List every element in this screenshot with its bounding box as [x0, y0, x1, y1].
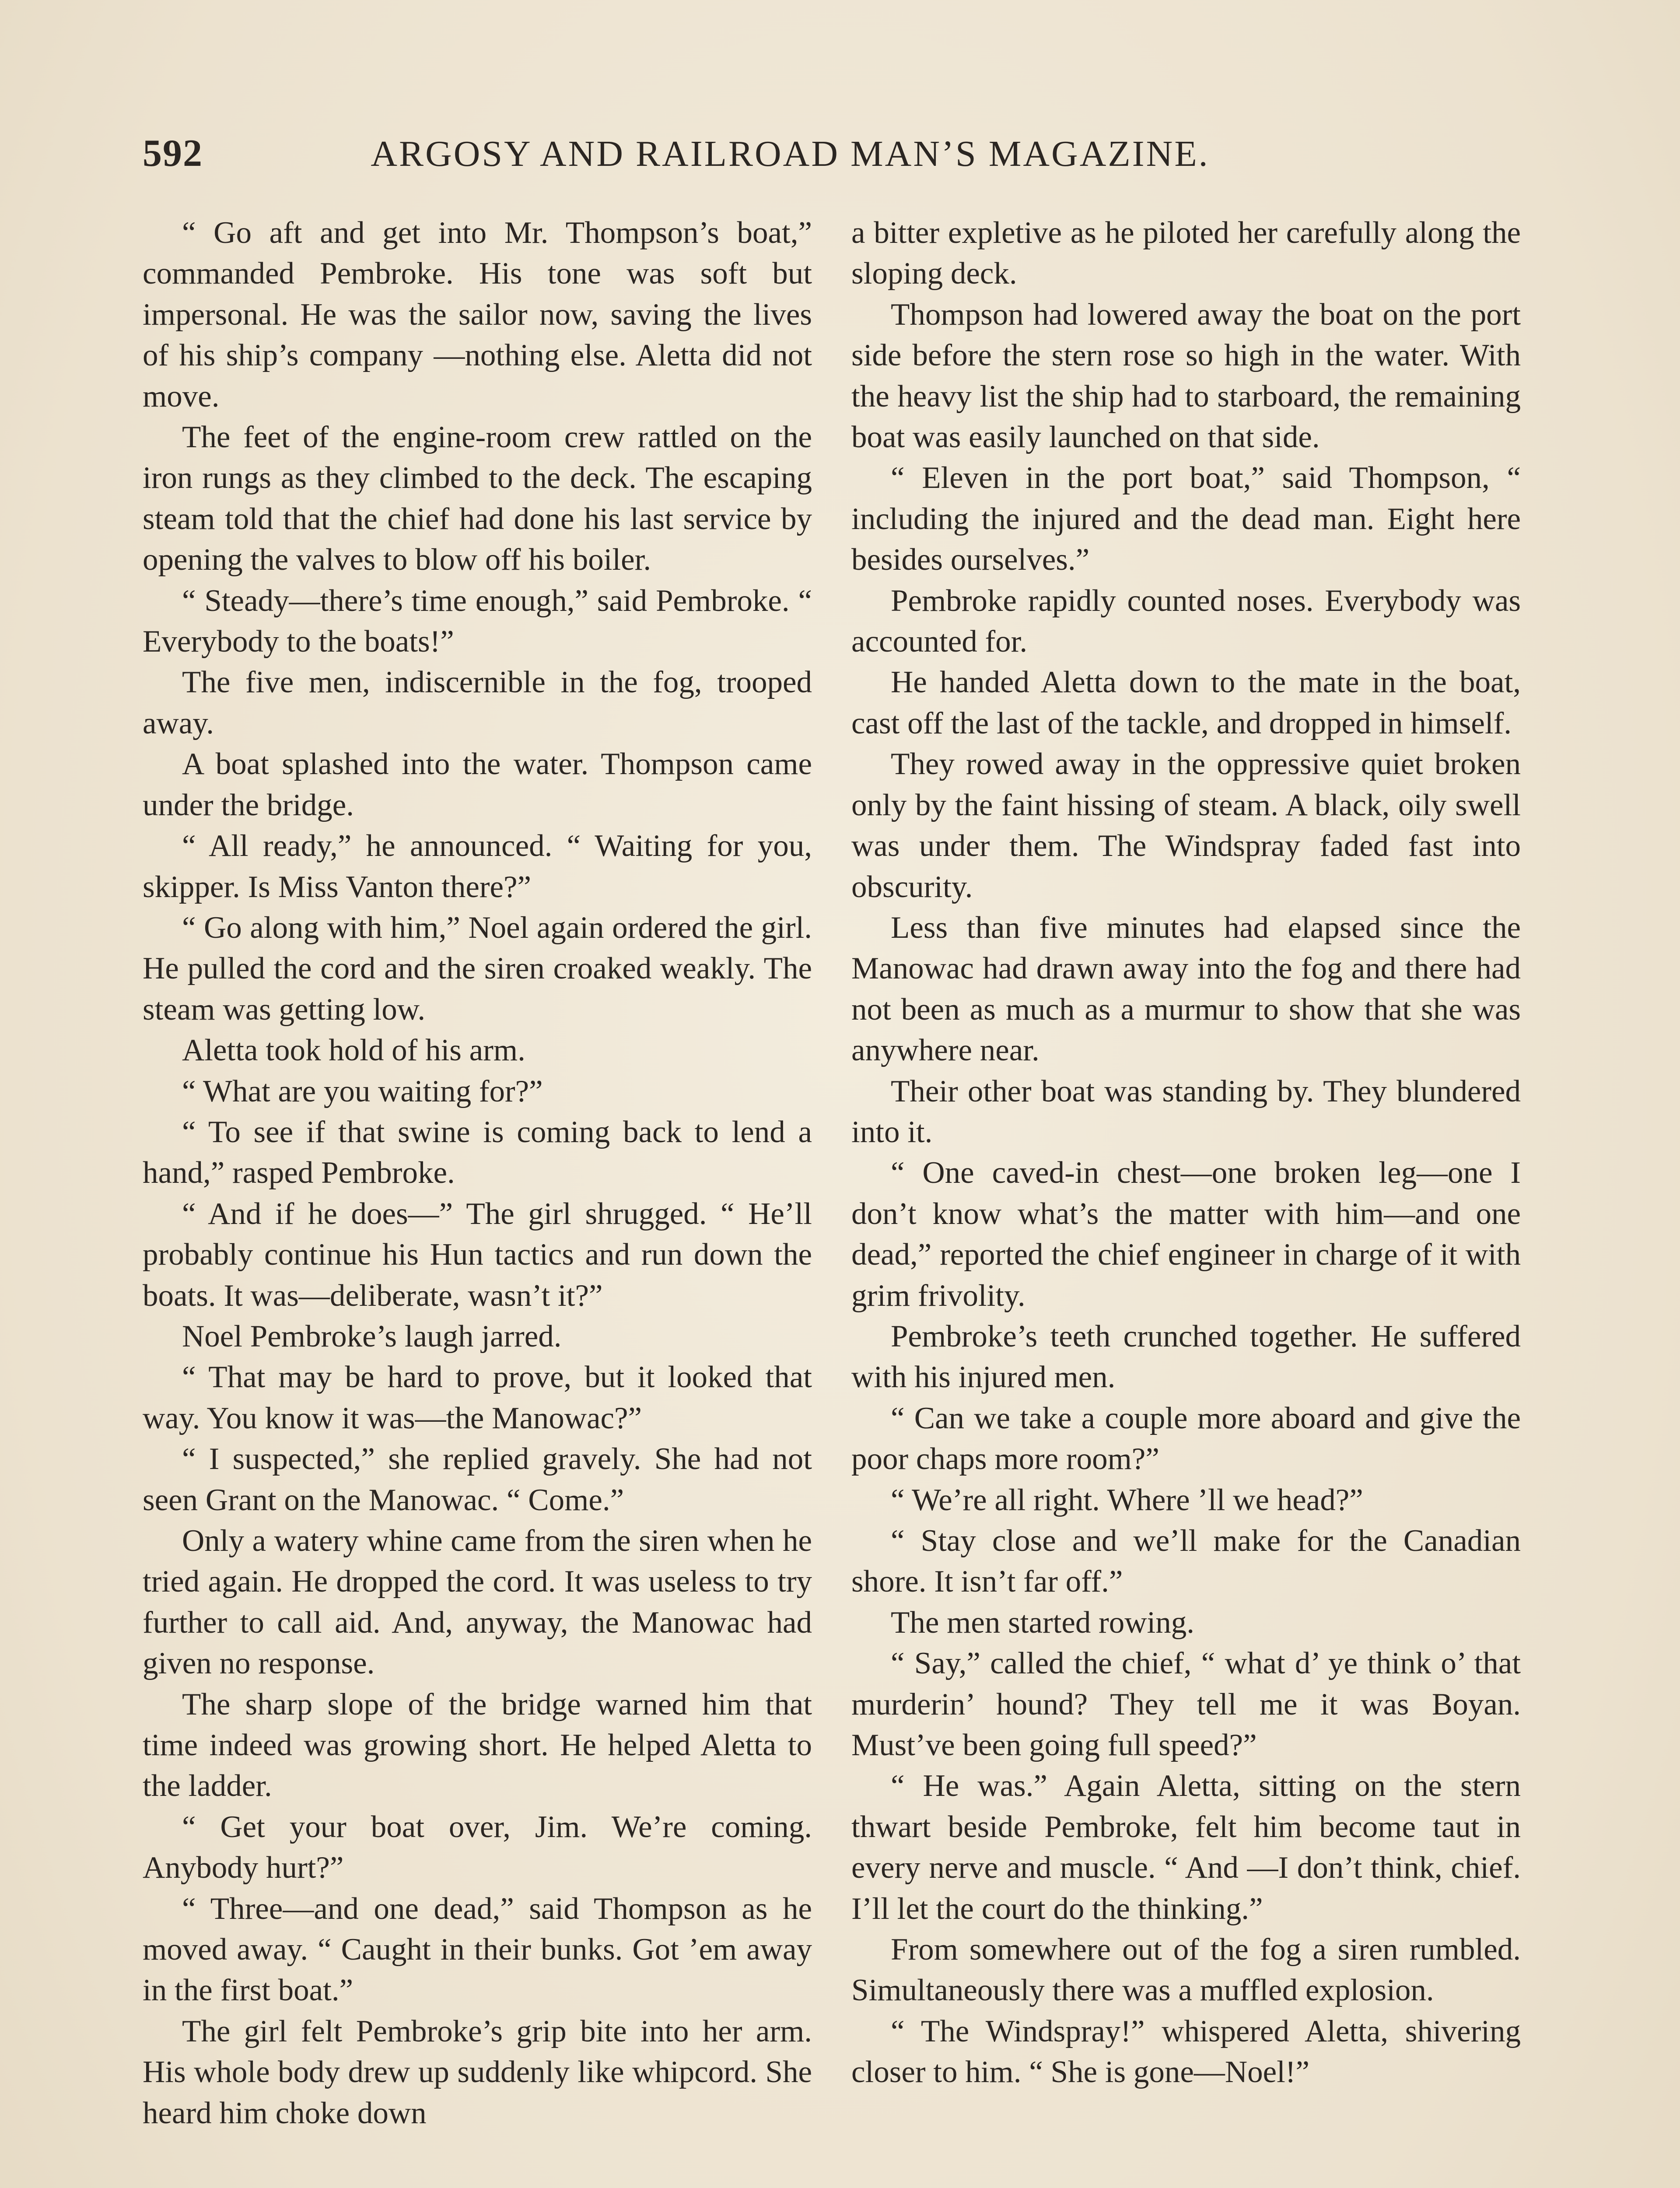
- paragraph: “ That may be hard to prove, but it looked that way. You know it was—the Manowac?”: [143, 1360, 812, 1435]
- paragraph: “ Say,” called the chief, “ what d’ ye think o’ that murderin’ hound? They tell me it was Boyan. Must’ve been going full speed?”: [851, 1646, 1521, 1763]
- paragraph: Only a watery whine came from the siren when he tried again. He dropped the cord. It was useless to try further to call aid. And, anyway, the Manowac had given no response.: [143, 1524, 812, 1681]
- paragraph: “ All ready,” he announced. “ Waiting for you, skipper. Is Miss Vanton there?”: [143, 829, 812, 904]
- paragraph: “ He was.” Again Aletta, sitting on the stern thwart beside Pembroke, felt him become taut in every nerve and muscle. “ And —I don’t think, chief. I’ll let the court do the thinking.”: [851, 1769, 1521, 1926]
- paragraph: The five men, indiscernible in the fog, trooped away.: [143, 665, 812, 740]
- paragraph: Less than five minutes had elapsed since the Manowac had drawn away into the fog and there had not been as much as a murmur to show that she was anywhere near.: [851, 910, 1521, 1068]
- running-head: ARGOSY AND RAILROAD MAN’S MAGAZINE.: [371, 133, 1210, 174]
- paragraph: Thompson had lowered away the boat on the port side before the stern rose so high in the water. With the heavy list the ship had to starboard, the remaining boat was easily launched on that side.: [851, 297, 1521, 455]
- paragraph: “ Steady—there’s time enough,” said Pembroke. “ Everybody to the boats!”: [143, 583, 812, 659]
- paragraph: Noel Pembroke’s laugh jarred.: [182, 1319, 562, 1353]
- left-column: [143, 213, 812, 2134]
- page-number: 592: [143, 132, 203, 175]
- paragraph: “ Eleven in the port boat,” said Thompson, “ including the injured and the dead man. Eight here besides ourselves.”: [851, 461, 1521, 577]
- paragraph: “ Can we take a couple more aboard and give the poor chaps more room?”: [851, 1401, 1521, 1476]
- paragraph: The men started rowing.: [891, 1605, 1195, 1640]
- paragraph: “ The Windspray!” whispered Aletta, shivering closer to him. “ She is gone—Noel!”: [851, 2014, 1521, 2090]
- paragraph: “ I suspected,” she replied gravely. She had not seen Grant on the Manowac. “ Come.”: [143, 1442, 812, 1517]
- paragraph: “ We’re all right. Where ’ll we head?”: [891, 1483, 1363, 1517]
- page-header: [143, 131, 1306, 175]
- paragraph: They rowed away in the oppressive quiet broken only by the faint hissing of steam. A black, oily swell was under them. The Windspray faded fast into obscurity.: [851, 747, 1521, 904]
- paragraph: From somewhere out of the fog a siren rumbled. Simultaneously there was a muffled explosion.: [851, 1932, 1521, 2008]
- paragraph: “ And if he does—” The girl shrugged. “ He’ll probably continue his Hun tactics and run down the boats. It was—deliberate, wasn’t it?”: [143, 1196, 812, 1313]
- paragraph: “ Stay close and we’ll make for the Canadian shore. It isn’t far off.”: [851, 1524, 1521, 1599]
- paragraph: Pembroke rapidly counted noses. Everybody was accounted for.: [851, 583, 1521, 659]
- paragraph: “ To see if that swine is coming back to lend a hand,” rasped Pembroke.: [143, 1115, 812, 1190]
- paragraph: Aletta took hold of his arm.: [182, 1033, 525, 1068]
- paragraph: Their other boat was standing by. They blundered into it.: [851, 1074, 1521, 1149]
- paragraph: “ Get your boat over, Jim. We’re coming. Anybody hurt?”: [143, 1809, 812, 1885]
- paragraph: “ What are you waiting for?”: [182, 1074, 543, 1108]
- right-column: [851, 213, 1521, 2093]
- paragraph: Pembroke’s teeth crunched together. He suffered with his injured men.: [851, 1319, 1521, 1395]
- paragraph: “ One caved-in chest—one broken leg—one I don’t know what’s the matter with him—and one dead,” reported the chief engineer in charge of it with grim frivolity.: [851, 1156, 1521, 1313]
- paragraph: A boat splashed into the water. Thompson came under the bridge.: [143, 747, 812, 822]
- paragraph: The girl felt Pembroke’s grip bite into her arm. His whole body drew up suddenly like whipcord. She heard him choke down: [143, 2014, 812, 2130]
- paragraph: “ Go aft and get into Mr. Thompson’s boat,” commanded Pembroke. His tone was soft but impersonal. He was the sailor now, saving the lives of his ship’s company —nothing else. Aletta did not move.: [143, 216, 812, 414]
- paragraph: The feet of the engine-room crew rattled on the iron rungs as they climbed to the deck. The escaping steam told that the chief had done his last service by opening the valves to blow off his boiler.: [143, 420, 812, 577]
- paragraph: The sharp slope of the bridge warned him that time indeed was growing short. He helped Aletta to the ladder.: [143, 1687, 812, 1803]
- paragraph: He handed Aletta down to the mate in the boat, cast off the last of the tackle, and dropped in himself.: [851, 665, 1521, 740]
- paragraph: “ Three—and one dead,” said Thompson as he moved away. “ Caught in their bunks. Got ’em away in the first boat.”: [143, 1891, 812, 2008]
- paragraph: “ Go along with him,” Noel again ordered the girl. He pulled the cord and the siren croaked weakly. The steam was getting low.: [143, 910, 812, 1027]
- paragraph: a bitter expletive as he piloted her carefully along the sloping deck.: [851, 216, 1521, 291]
